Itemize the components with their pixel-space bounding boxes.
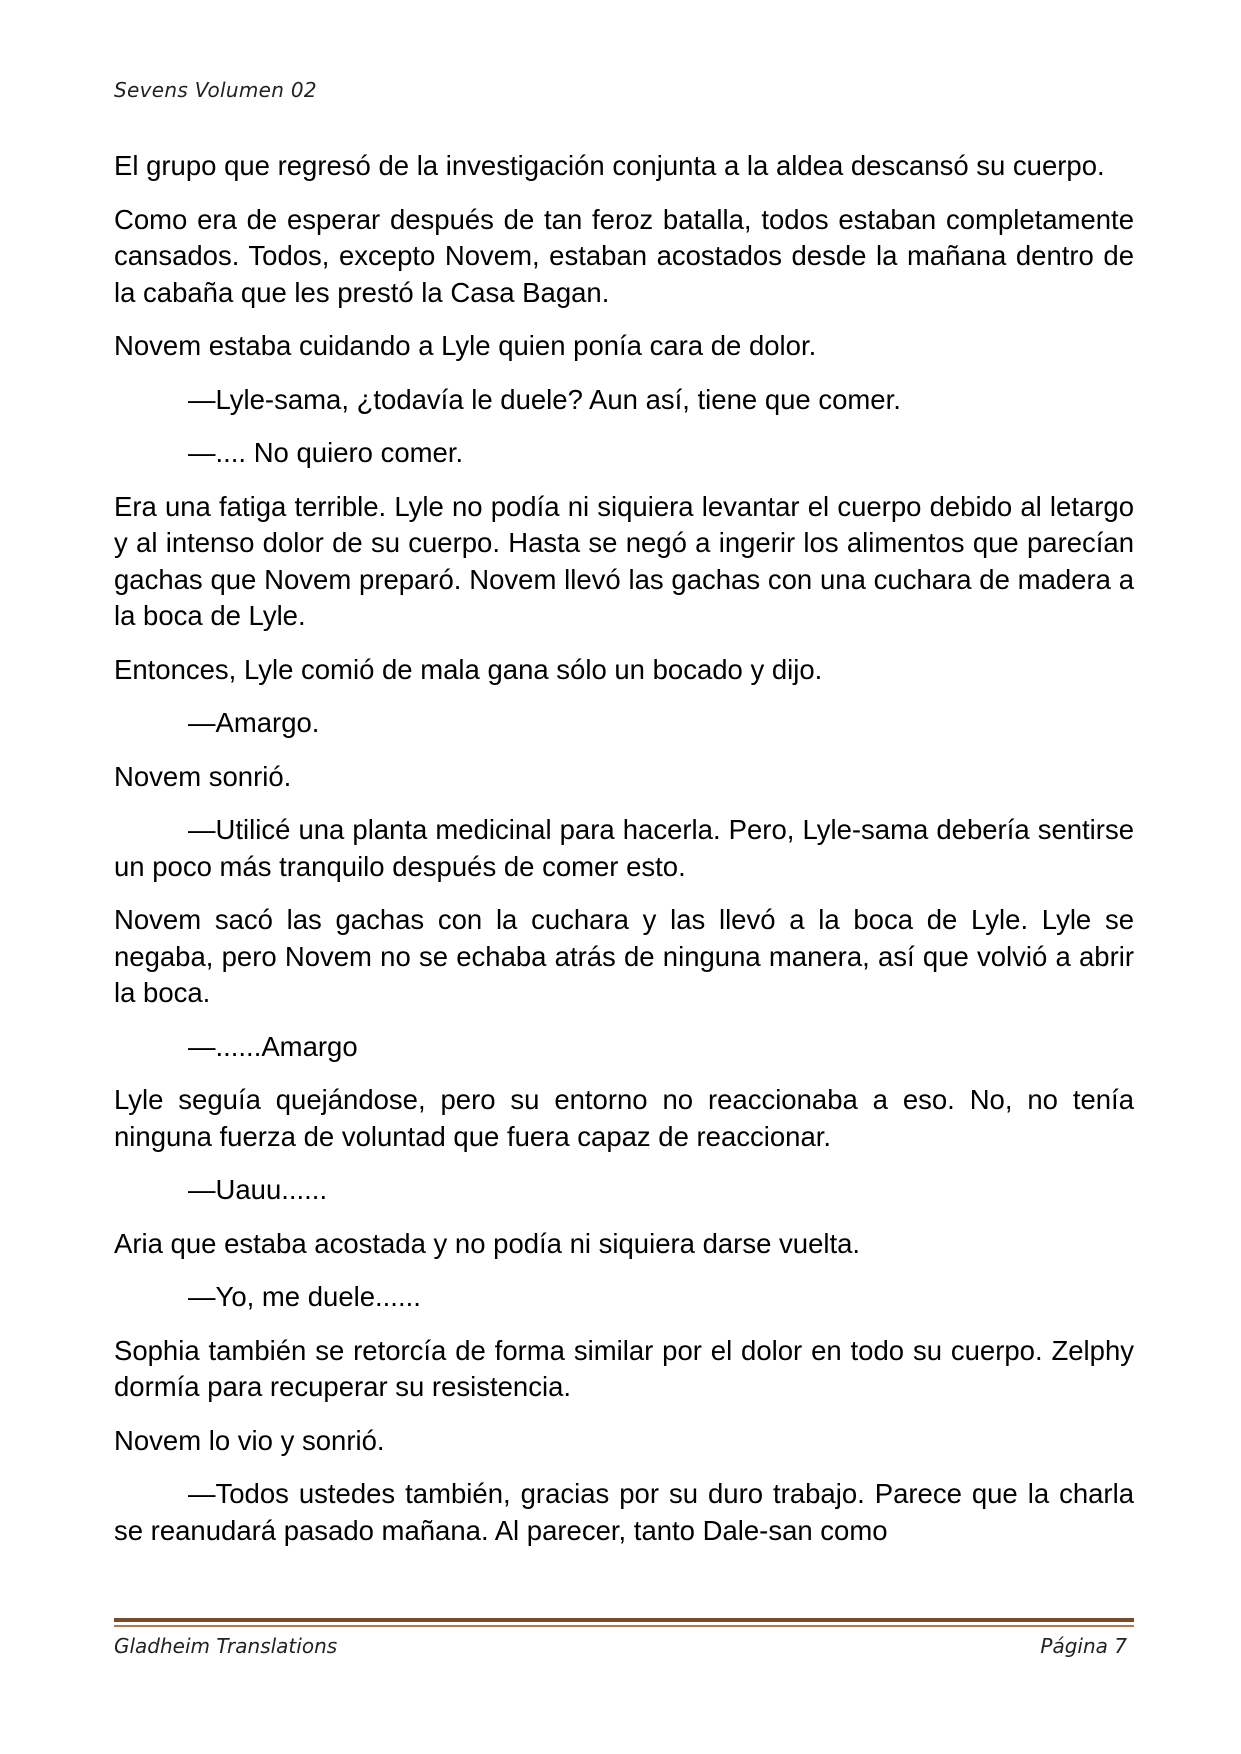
paragraph: El grupo que regresó de la investigación conjunta a la aldea descansó su cuerpo. <box>114 150 1105 181</box>
paragraph: Novem sacó las gachas con la cuchara y las llevó a la boca de Lyle. Lyle se negaba, pero Novem no se echaba atrás de ninguna manera, así que volvió a abrir la boca. <box>114 904 1134 1008</box>
paragraph: Entonces, Lyle comió de mala gana sólo un bocado y dijo. <box>114 653 823 685</box>
dialogue-line: —......Amargo <box>188 1030 358 1062</box>
page-number: Página 7 <box>1040 1634 1127 1658</box>
dialogue-line: —Yo, me duele...... <box>188 1281 421 1312</box>
footer-rule-thin <box>114 1625 1134 1627</box>
dialogue-line: —Amargo. <box>188 707 320 738</box>
footer-rule-thick <box>114 1618 1134 1622</box>
dialogue-line: —Uauu...... <box>188 1174 328 1205</box>
page-body <box>114 148 1134 1566</box>
paragraph: Novem sonrió. <box>114 760 292 792</box>
paragraph: Aria que estaba acostada y no podía ni siquiera darse vuelta. <box>114 1227 861 1259</box>
running-header: Sevens Volumen 02 <box>114 78 317 102</box>
paragraph: Sophia también se retorcía de forma similar por el dolor en todo su cuerpo. Zelphy dormía para recuperar su resistencia. <box>114 1334 1134 1402</box>
dialogue-line: —Todos ustedes también, gracias por su duro trabajo. Parece que la charla se reanudará pasado mañana. Al parecer, tanto Dale-san como <box>114 1478 1134 1546</box>
paragraph: Novem lo vio y sonrió. <box>114 1424 385 1456</box>
dialogue-line: —.... No quiero comer. <box>188 437 464 468</box>
dialogue-line: —Lyle-sama, ¿todavía le duele? Aun así, tiene que comer. <box>188 383 901 415</box>
paragraph: Como era de esperar después de tan feroz batalla, todos estaban completamente cansados. Todos, excepto Novem, estaban acostados desde la mañana dentro de la cabaña que les prestó la Casa Bagan. <box>114 203 1134 308</box>
paragraph: Novem estaba cuidando a Lyle quien ponía cara de dolor. <box>114 330 817 361</box>
dialogue-line: —Utilicé una planta medicinal para hacerla. Pero, Lyle-sama debería sentirse un poco más tranquilo después de comer esto. <box>114 814 1134 882</box>
paragraph: Era una fatiga terrible. Lyle no podía ni siquiera levantar el cuerpo debido al letargo y al intenso dolor de su cuerpo. Hasta se negó a ingerir los alimentos que parecían gachas que Novem preparó. Novem llevó las gachas con una cuchara de madera a la boca de Lyle. <box>114 490 1134 631</box>
footer-publisher: Gladheim Translations <box>114 1634 338 1658</box>
paragraph: Lyle seguía quejándose, pero su entorno no reaccionaba a eso. No, no tenía ninguna fuerza de voluntad que fuera capaz de reaccionar. <box>114 1084 1134 1152</box>
